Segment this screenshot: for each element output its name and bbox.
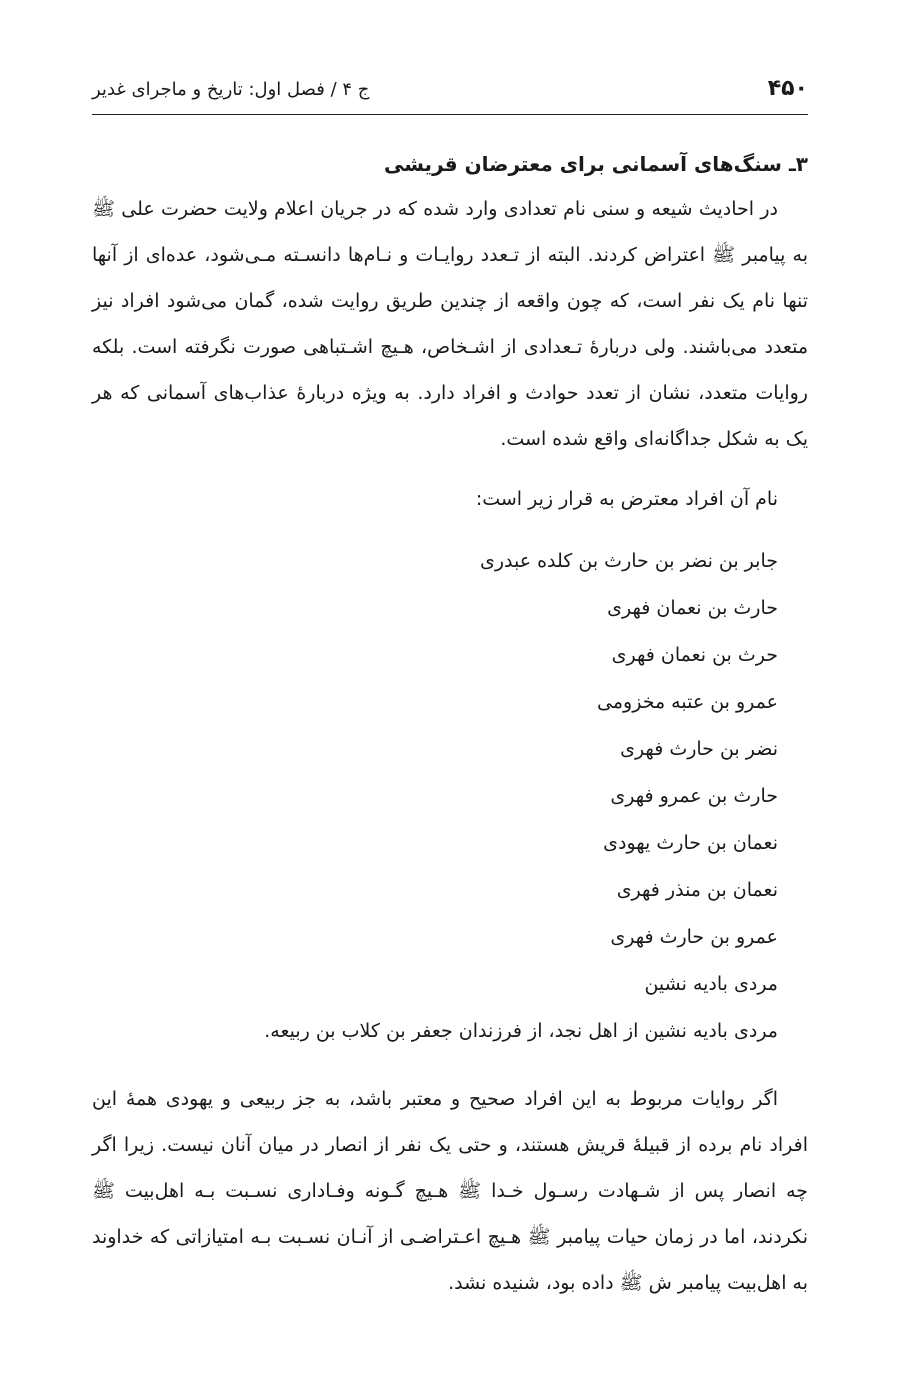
closing-paragraph <box>92 1076 808 1306</box>
list-item: عمرو بن حارث فهری <box>610 926 778 948</box>
list-item: نضر بن حارث فهری <box>620 738 778 760</box>
page-number: ۴۵۰ <box>767 76 808 101</box>
section-heading: ۳ـ سنگ‌های آسمانی برای معترضان قریشی <box>383 152 808 176</box>
list-item: نعمان بن منذر فهری <box>616 879 778 901</box>
list-item: جابر بن نضر بن حارث بن کلده عبدری <box>479 550 778 572</box>
intro-paragraph <box>92 186 808 462</box>
list-item: حرث بن نعمان فهری <box>611 644 778 666</box>
list-item: حارث بن نعمان فهری <box>607 597 778 619</box>
list-item: حارث بن عمرو فهری <box>610 785 778 807</box>
header-divider <box>92 114 808 115</box>
names-intro: نام آن افراد معترض به قرار زیر است: <box>475 488 778 510</box>
list-item: نعمان بن حارث یهودی <box>603 832 778 854</box>
objectors-list <box>92 538 778 1055</box>
intro-paragraph-text: در احادیث شیعه و سنی نام تعدادی وارد شده که در جریان اعلام ولایت حضرت علی ﷺ به پیامبر ﷺ اعتراض کردند. البته از تـعدد روایـات و نـام‌ها دانسـته مـی‌شود، عده‌ای از آنها تنها نام یک نفر است، که چون واقعه از چندین طریق روایت شده، گمان می‌شود افراد نیز متعدد می‌باشند. ولی دربارهٔ تـعدادی از اشـخاص، هـیچ اشـتباهی صورت نگرفته است. بلکه روایات متعدد، نشان از تعدد حوادث و افراد دارد. به ویژه دربارهٔ عذاب‌های آسمانی که هر یک به شکل جداگانه‌ای واقع شده است. <box>92 198 808 450</box>
list-item: مردی بادیه نشین <box>644 973 778 995</box>
list-item: عمرو بن عتبه مخزومی <box>597 691 778 713</box>
page-header <box>92 74 808 114</box>
closing-paragraph-text: اگر روایات مربوط به این افراد صحیح و معتبر باشد، به جز ربیعی و یهودی همهٔ این افراد نام برده از قبیلهٔ قریش هستند، و حتی یک نفر از انصار در میان آنان نیست. زیرا اگر چه انصار پس از شـهادت رسـول خـدا ﷺ هـیچ گـونه وفـاداری نسـبت بـه اهل‌بیت ﷺ نکردند، اما در زمان حیات پیامبر ﷺ هـیچ اعـتراضـی از آنـان نسـبت بـه امتیازاتی که خداوند به اهل‌بیت پیامبر ش ﷺ داده بود، شنیده نشد. <box>92 1088 808 1294</box>
list-item: مردی بادیه نشین از اهل نجد، از فرزندان جعفر بن کلاب بن ربیعه. <box>264 1020 778 1042</box>
running-title: ج ۴ / فصل اول: تاریخ و ماجرای غدیر <box>92 79 370 100</box>
book-page <box>92 0 808 1390</box>
